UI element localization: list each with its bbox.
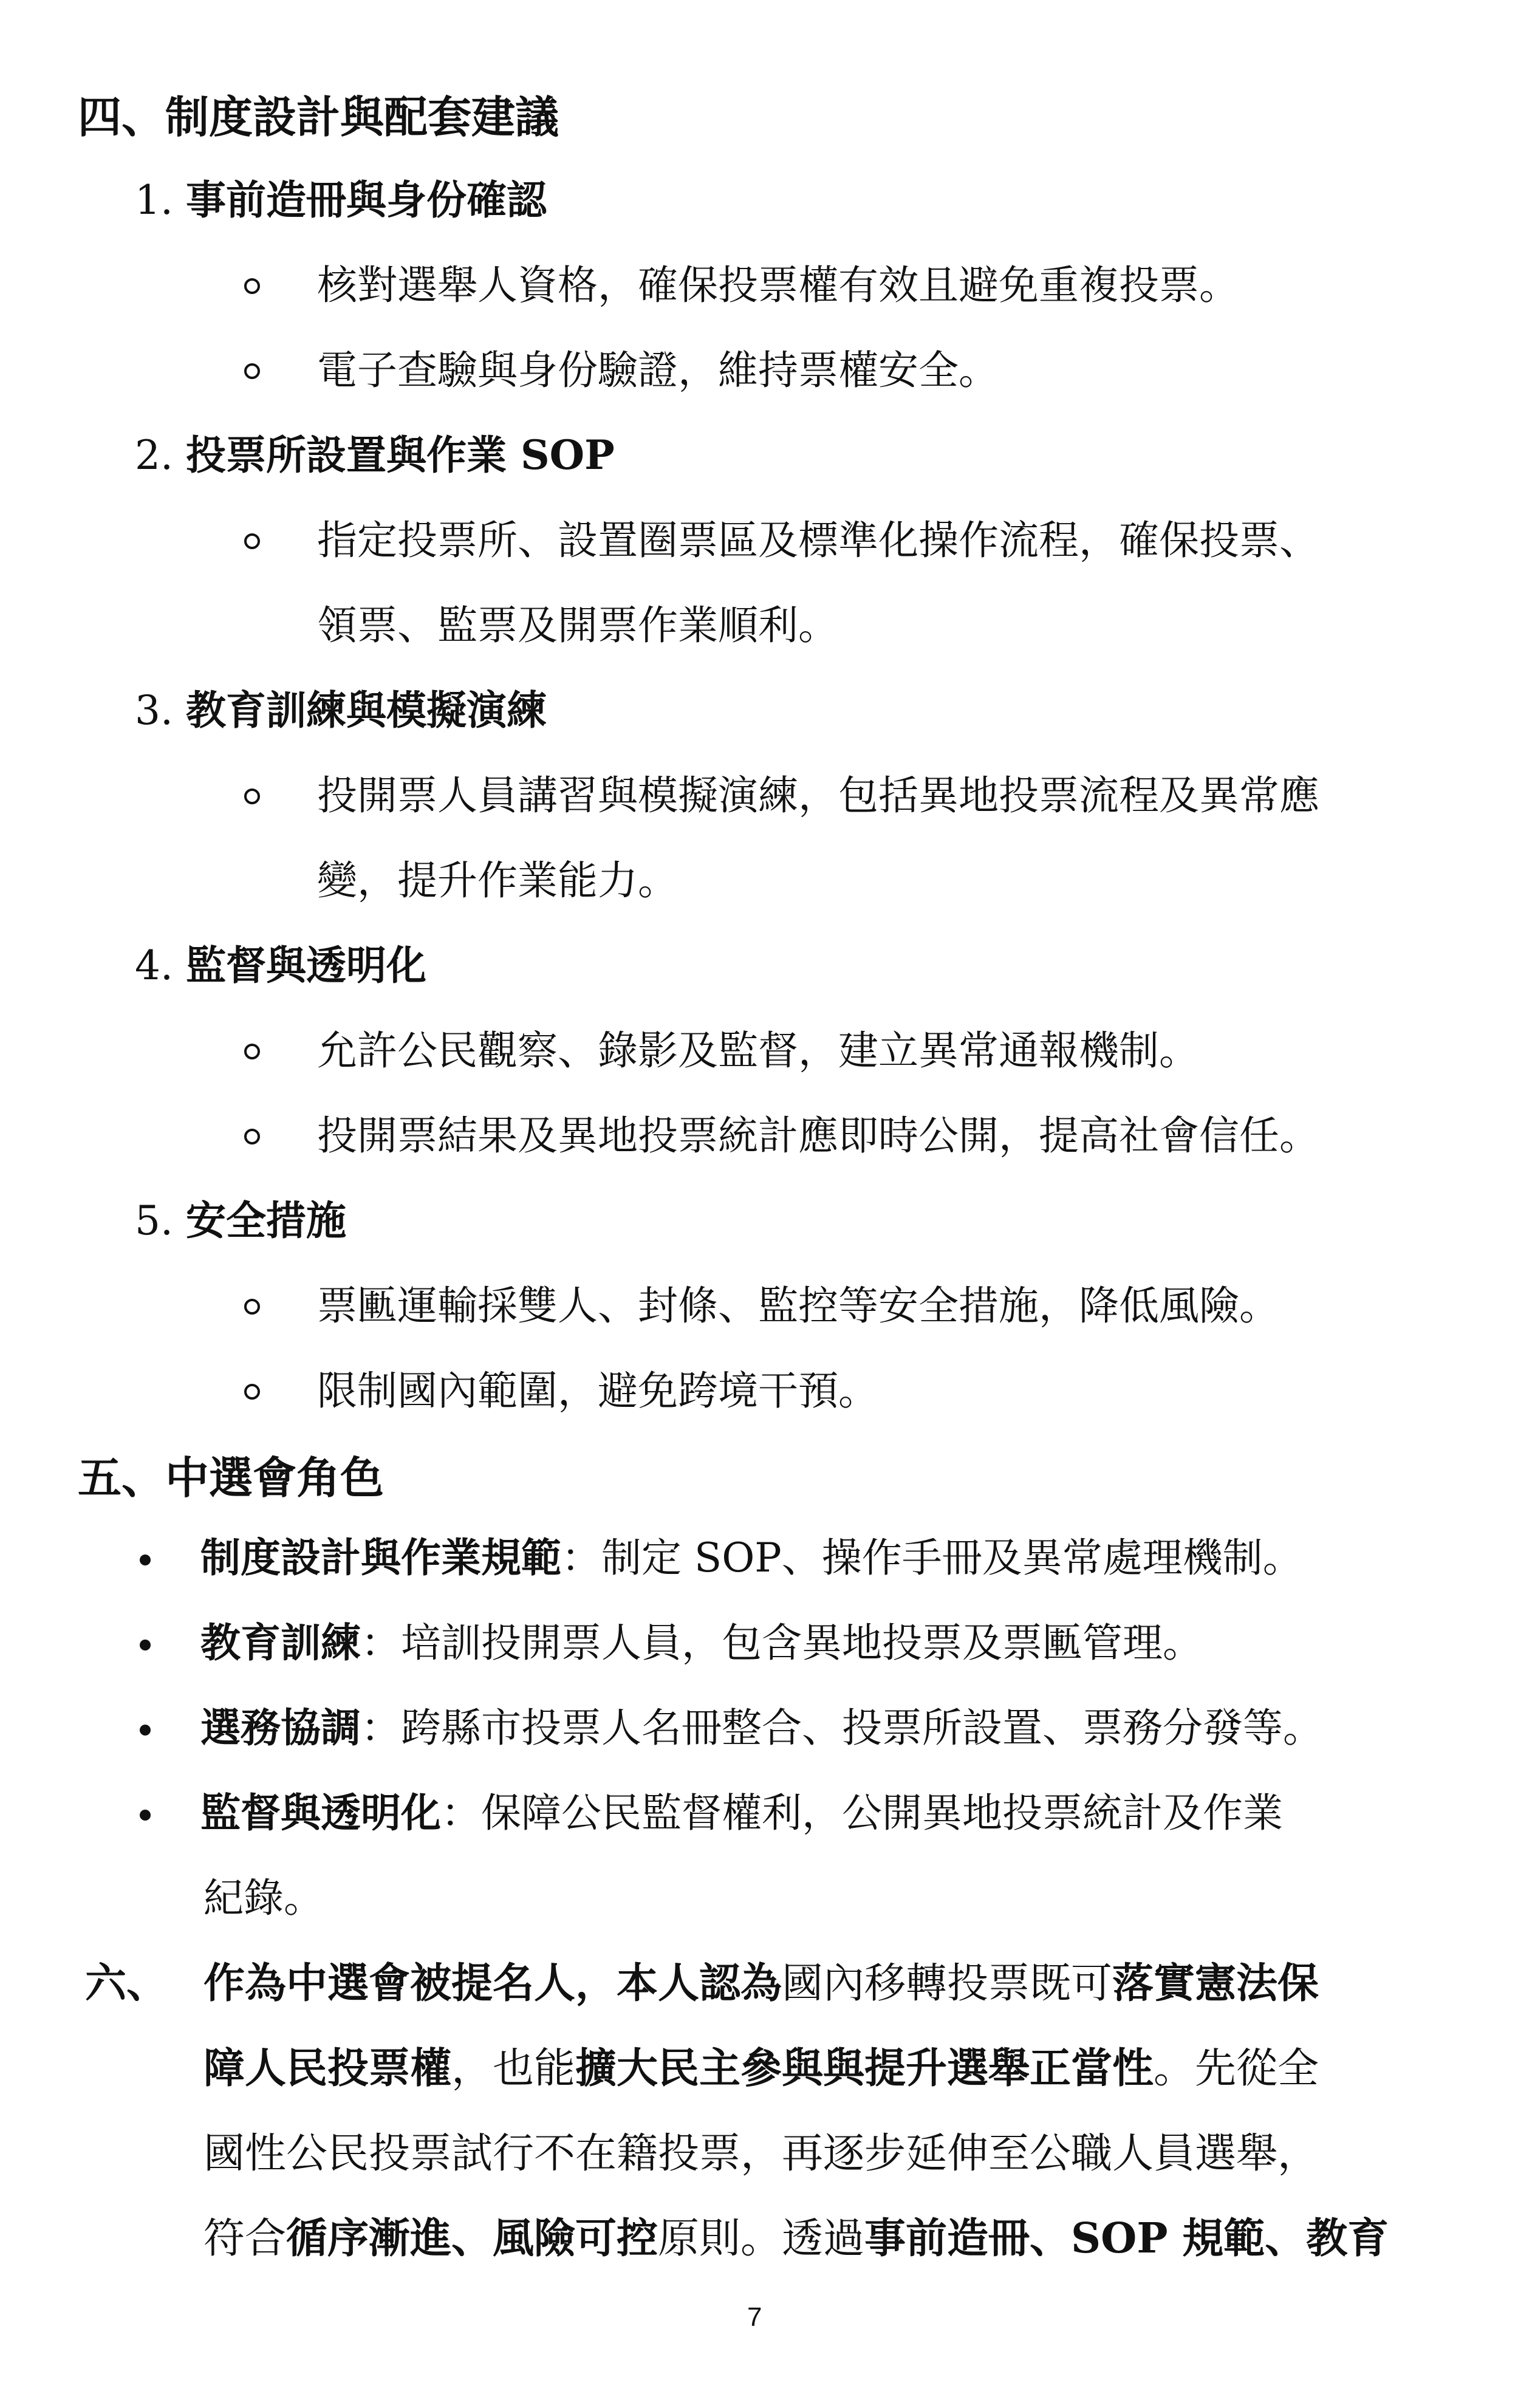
item-number: 1. <box>135 177 173 224</box>
list-item-text: 允許公民觀察、錄影及監督，建立異常通報機制。 <box>317 1027 1199 1074</box>
list-item-text: 制度設計與作業規範：制定 SOP、操作手冊及異常處理機制。 <box>200 1534 1303 1581</box>
list-item-text: 票匭運輸採雙人、封條、監控等安全措施，降低風險。 <box>317 1282 1279 1329</box>
circle-bullet-icon <box>244 1129 260 1144</box>
bullet-icon <box>140 1725 151 1736</box>
circle-bullet-icon <box>244 278 260 294</box>
item-title: 監督與透明化 <box>185 942 426 989</box>
item-5-heading <box>135 1197 346 1245</box>
item-title: 事前造冊與身份確認 <box>185 176 547 224</box>
list-item-text: 限制國內範圍，避免跨境干預。 <box>317 1367 878 1414</box>
circle-bullet-icon <box>244 1044 260 1059</box>
circle-bullet-icon <box>244 788 260 804</box>
list-item-text: 電子查驗與身份驗證，維持票權安全。 <box>317 347 999 394</box>
circle-bullet-icon <box>244 1384 260 1400</box>
section-6-label: 六、 <box>85 1959 168 2008</box>
list-item-text: 投開票人員講習與模擬演練，包括異地投票流程及異常應 <box>317 772 1319 819</box>
list-item-continuation: 變，提升作業能力。 <box>317 857 678 904</box>
paragraph-line: 符合循序漸進、風險可控原則。透過事前造冊、SOP 規範、教育 <box>203 2214 1389 2263</box>
bullet-icon <box>140 1810 151 1821</box>
paragraph-line: 作為中選會被提名人，本人認為國內移轉投票既可落實憲法保 <box>203 1959 1319 2008</box>
section-4-heading: 四、制度設計與配套建議 <box>78 91 559 143</box>
item-title: 安全措施 <box>185 1197 346 1244</box>
page-number: 7 <box>747 2302 762 2332</box>
list-item-continuation: 紀錄。 <box>203 1875 324 1921</box>
item-4-heading <box>135 942 426 990</box>
list-item-text: 教育訓練：培訓投開票人員，包含異地投票及票匭管理。 <box>200 1619 1203 1666</box>
item-1-heading <box>135 176 547 224</box>
item-number: 2. <box>135 432 173 479</box>
list-item-text: 核對選舉人資格，確保投票權有效且避免重複投票。 <box>317 262 1239 309</box>
item-number: 4. <box>135 942 173 989</box>
list-item-text: 指定投票所、設置圈票區及標準化操作流程，確保投票、 <box>317 517 1319 564</box>
paragraph-line: 障人民投票權，也能擴大民主參與與提升選舉正當性。先從全 <box>203 2044 1319 2093</box>
list-item-continuation: 領票、監票及開票作業順利。 <box>317 602 838 649</box>
item-number: 3. <box>135 687 173 734</box>
item-number: 5. <box>135 1197 173 1244</box>
bullet-icon <box>140 1555 151 1565</box>
circle-bullet-icon <box>244 363 260 379</box>
list-item-text: 選務協調：跨縣市投票人名冊整合、投票所設置、票務分發等。 <box>200 1704 1323 1751</box>
list-item-text: 監督與透明化：保障公民監督權利，公開異地投票統計及作業 <box>200 1789 1283 1836</box>
item-title: 教育訓練與模擬演練 <box>185 686 547 734</box>
list-item-text: 投開票結果及異地投票統計應即時公開，提高社會信任。 <box>317 1112 1319 1159</box>
paragraph-line: 國性公民投票試行不在籍投票，再逐步延伸至公職人員選舉， <box>203 2130 1319 2178</box>
section-5-heading: 五、中選會角色 <box>78 1452 385 1503</box>
bullet-icon <box>140 1640 151 1650</box>
item-title: 投票所設置與作業 SOP <box>185 431 615 479</box>
item-3-heading <box>135 686 547 734</box>
circle-bullet-icon <box>244 1299 260 1315</box>
item-2-heading <box>135 431 615 479</box>
circle-bullet-icon <box>244 533 260 549</box>
